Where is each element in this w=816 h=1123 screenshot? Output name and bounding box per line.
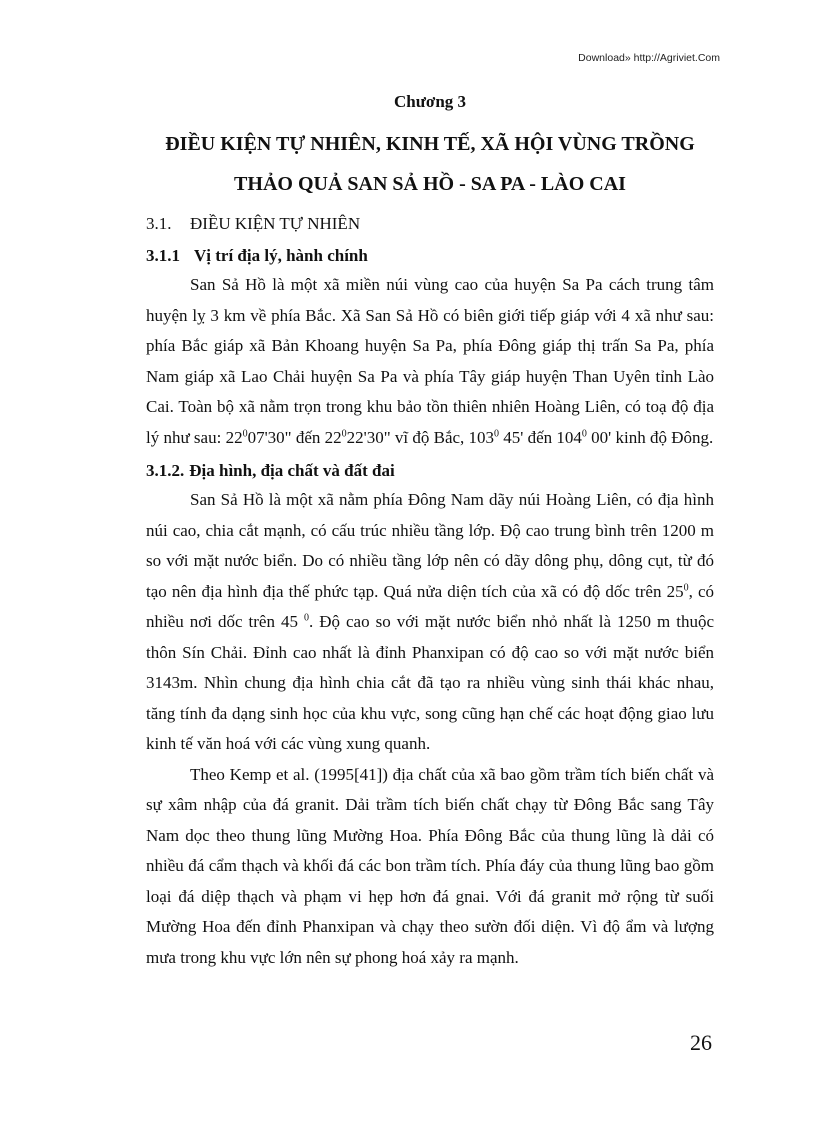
subsection-heading-3-1-2 bbox=[146, 457, 714, 485]
download-note: Download» http://Agriviet.Com bbox=[578, 52, 720, 64]
chapter-label: Chương 3 bbox=[393, 92, 467, 111]
chapter-title-line-2: THẢO QUẢ SAN SẢ HỒ - SA PA - LÀO CAI bbox=[234, 173, 626, 195]
paragraph-location: San Sả Hồ là một xã miền núi vùng cao của huyện Sa Pa cách trung tâm huyện lỵ 3 km về phía Bắc. Xã San Sả Hồ có biên giới tiếp giáp với 4 xã như sau: phía Bắc giáp xã Bản Khoang huyện Sa Pa, phía Đông giáp thị trấn Sa Pa, phía Nam giáp xã Lao Chải huyện Sa Pa và phía Tây giáp huyện Than Uyên tỉnh Lào Cai. Toàn bộ xã nằm trọn trong khu bảo tồn thiên nhiên Hoàng Liên, có toạ độ địa lý như sau: $22^007'30$" đến $22^022'30$" vĩ độ Bắc, $103^0$ 45' đến $104^0$ 00' kinh độ Đông. bbox=[146, 275, 714, 447]
paragraph-terrain: San Sả Hồ là một xã nằm phía Đông Nam dãy núi Hoàng Liên, có địa hình núi cao, chia cắt mạnh, có cấu trúc nhiều tầng lớp. Độ cao trung bình trên 1200 m so với mặt nước biển. Do có nhiều tầng lớp nên có dãy dông phụ, dông cụt, từ đó tạo nên địa hình địa thế phức tạp. Quá nửa diện tích của xã có độ dốc trên $25^0$, có nhiều nơi dốc trên 45 $^0$. Độ cao so với mặt nước biển nhỏ nhất là 1250 m thuộc thôn Sín Chải. Đỉnh cao nhất là đỉnh Phanxipan có độ cao so với mặt nước biển 3143m. Nhìn chung địa hình chia cắt đã tạo ra nhiều vùng sinh thái khác nhau, tăng tính đa dạng sinh học của khu vực, song cũng hạn chế các hoạt động giao lưu kinh tế văn hoá với các vùng xung quanh. bbox=[146, 490, 715, 753]
section-title: ĐIỀU KIỆN TỰ NHIÊN bbox=[190, 214, 361, 233]
subsection-number: 3.1.2. bbox=[146, 461, 185, 480]
subsection-title: Vị trí địa lý, hành chính bbox=[194, 246, 368, 265]
section-heading-3-1 bbox=[146, 210, 714, 238]
paragraph-geology: Theo Kemp et al. (1995[41]) địa chất của xã bao gồm trầm tích biến chất và sự xâm nhập của đá granit. Dải trầm tích biến chất chạy từ Đông Bắc sang Tây Nam dọc theo thung lũng Mường Hoa. Phía Đông Bắc của thung lũng là dải có nhiều đá cẩm thạch và khối đá các bon trầm tích. Phía đáy của thung lũng bao gồm loại đá diệp thạch và phạm vi hẹp hơn đá gnai. Với đá granit mở rộng từ suối Mường Hoa đến đỉnh Phanxipan và chạy theo sườn đối diện. Vì độ ẩm và lượng mưa trong khu vực lớn nên sự phong hoá xảy ra mạnh. bbox=[146, 764, 714, 967]
subsection-heading-3-1-1 bbox=[146, 242, 714, 270]
subsection-number: 3.1.1 bbox=[146, 246, 180, 265]
page-content bbox=[146, 92, 714, 973]
page-number: 26 bbox=[690, 1030, 712, 1055]
section-number: 3.1. bbox=[146, 214, 172, 233]
chapter-title-line-1: ĐIỀU KIỆN TỰ NHIÊN, KINH TẾ, XÃ HỘI VÙNG TRỒNG bbox=[165, 133, 695, 155]
subsection-title: Địa hình, địa chất và đất đai bbox=[189, 461, 395, 480]
